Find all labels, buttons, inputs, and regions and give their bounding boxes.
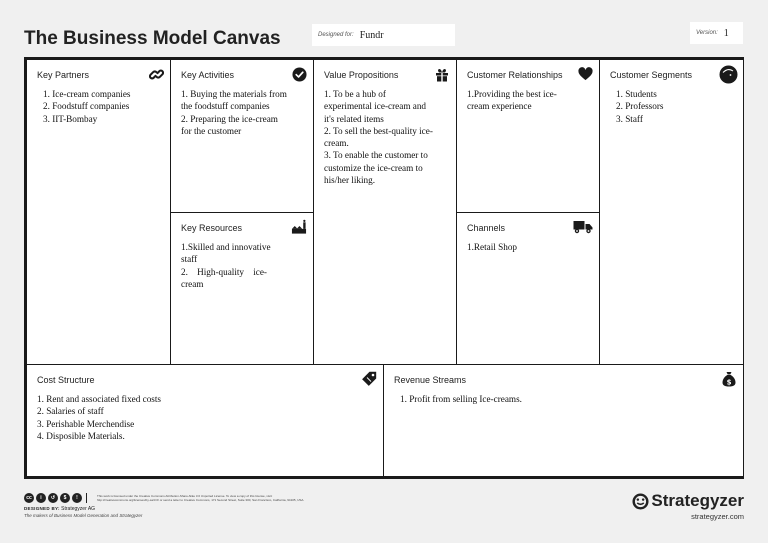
makers-prefix: The makers of	[24, 513, 55, 518]
list-item: 4. Disposible Materials.	[37, 430, 125, 441]
makers-book: Business Model Generation	[54, 513, 110, 518]
license-line: http://creativecommons.org/licenses/by-sa/3.0/ or send a letter to Creative Commons, 171 Second Street, Suite 300, San Francisco, California, 94105, USA.	[97, 498, 305, 502]
list-item: 2. Preparing the ice-cream	[181, 113, 278, 124]
customer-relationships-content	[467, 88, 587, 113]
list-item: the foodstuff companies	[181, 101, 270, 112]
version-label: Version:	[696, 30, 718, 36]
list-item: 2. Salaries of staff	[37, 406, 104, 417]
revenue-streams-content	[400, 393, 731, 405]
license-row	[24, 493, 347, 503]
list-item: staff	[181, 254, 198, 265]
list-item: it's related items	[324, 113, 384, 124]
divider	[86, 493, 87, 503]
key-partners-content	[43, 88, 158, 125]
check-circle-icon	[291, 66, 307, 82]
key-resources-content	[181, 241, 301, 290]
version-box[interactable]	[690, 22, 743, 44]
makers-book: Strategyzer	[119, 513, 143, 518]
heart-icon	[577, 66, 593, 82]
list-item: 3. Staff	[616, 113, 643, 124]
key-activities-content	[181, 88, 301, 137]
link-icon	[148, 66, 164, 82]
list-item: 2. High-quality ice-	[181, 266, 267, 277]
price-tag-icon	[361, 371, 377, 387]
list-item: 1.Skilled and innovative	[181, 242, 271, 252]
channels-title: Channels	[467, 223, 506, 233]
revenue-streams-title: Revenue Streams	[394, 375, 467, 385]
designed-for-value[interactable]: Fundr	[359, 29, 384, 41]
list-item: 1. Buying the materials from	[181, 89, 287, 99]
list-item: experimental ice-cream and	[324, 101, 427, 112]
brand-name: Strategyzer	[651, 491, 744, 510]
list-item: for the customer	[181, 125, 242, 136]
list-item: 1. Students	[616, 89, 657, 99]
customer-relationships-title: Customer Relationships	[467, 70, 563, 80]
list-item: customize the ice-cream to	[324, 162, 423, 173]
cc-info-icon: !	[72, 493, 82, 503]
list-item: 1.Providing the best ice-	[467, 89, 557, 99]
cost-structure-block[interactable]	[26, 364, 384, 477]
gift-icon	[434, 66, 450, 82]
cc-nc-icon: $	[60, 493, 70, 503]
channels-block[interactable]	[456, 212, 600, 365]
truck-icon	[573, 219, 593, 235]
list-item: 2. Professors	[616, 101, 664, 112]
brand-logo	[632, 491, 744, 511]
money-bag-icon	[721, 371, 737, 387]
list-item: 1. Profit from selling Ice-creams.	[400, 394, 522, 404]
designed-for-box[interactable]	[312, 24, 455, 46]
svg-text:$: $	[726, 378, 732, 387]
list-item: 3. IIT-Bombay	[43, 113, 98, 124]
key-partners-block[interactable]	[26, 59, 171, 365]
key-resources-block[interactable]	[170, 212, 314, 365]
list-item: 1. Ice-cream companies	[43, 89, 131, 99]
designed-by-label: DESIGNED BY:	[24, 506, 60, 511]
list-item: his/her liking.	[324, 175, 376, 186]
designed-by	[24, 506, 347, 512]
strategyzer-logo-icon	[632, 493, 649, 510]
value-propositions-title: Value Propositions	[324, 70, 399, 80]
designed-by-value: Strategyzer AG	[61, 506, 96, 512]
revenue-streams-block[interactable]	[383, 364, 744, 477]
business-model-canvas	[24, 57, 744, 479]
factory-worker-icon	[291, 219, 307, 235]
cost-structure-title: Cost Structure	[37, 375, 95, 385]
makers-line	[24, 513, 347, 518]
designed-for-label: Designed for:	[318, 32, 354, 38]
cost-structure-content	[37, 393, 371, 442]
list-item: 3. Perishable Merchendise	[37, 418, 135, 429]
list-item: 3. To enable the customer to	[324, 150, 428, 161]
key-resources-title: Key Resources	[181, 223, 243, 233]
list-item: cream	[181, 278, 204, 289]
customer-segments-block[interactable]	[599, 59, 744, 365]
customer-segments-title: Customer Segments	[610, 70, 693, 80]
cc-by-icon: i	[36, 493, 46, 503]
list-item: 1. Rent and associated fixed costs	[37, 394, 161, 404]
key-activities-title: Key Activities	[181, 70, 235, 80]
page-title: The Business Model Canvas	[24, 28, 281, 49]
cc-icon: cc	[24, 493, 34, 503]
makers-and: and	[109, 513, 120, 518]
value-propositions-content	[324, 88, 444, 186]
strategyzer-brand[interactable]	[632, 491, 744, 521]
brand-url-link[interactable]: strategyzer.com	[691, 512, 744, 521]
license-text	[97, 494, 347, 502]
list-item: 1. To be a hub of	[324, 89, 386, 99]
channels-content	[467, 241, 587, 253]
key-activities-block[interactable]	[170, 59, 314, 213]
customer-relationships-block[interactable]	[456, 59, 600, 213]
key-partners-title: Key Partners	[37, 70, 90, 80]
value-propositions-block[interactable]	[313, 59, 457, 365]
person-head-icon	[719, 65, 738, 84]
list-item: cream.	[324, 138, 349, 149]
list-item: cream experience	[467, 101, 532, 112]
list-item: 2. Foodstuff companies	[43, 101, 130, 112]
list-item: 1.Retail Shop	[467, 242, 518, 252]
version-value[interactable]: 1	[723, 27, 729, 39]
footer-credits	[24, 493, 347, 518]
customer-segments-content	[616, 88, 731, 125]
cc-sa-icon: ↺	[48, 493, 58, 503]
list-item: 2. To sell the best-quality ice-	[324, 125, 433, 136]
license-line: This work is licensed under the Creative Commons Attribution-Share Alike 3.0 Unported License. To view a copy of this license, visit:	[97, 494, 273, 498]
